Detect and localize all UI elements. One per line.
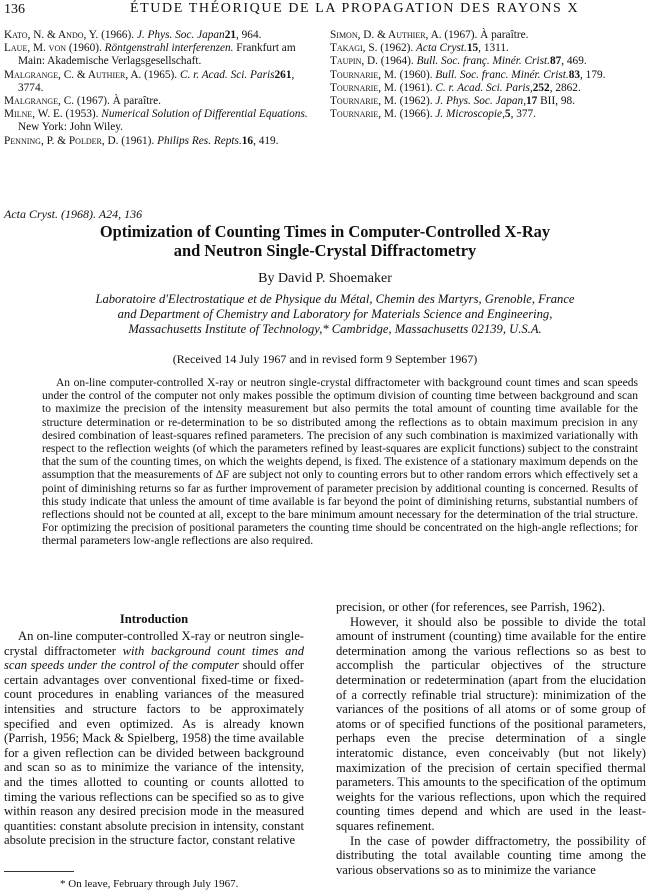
reference-vol: 252 [532,81,550,94]
reference-vol: 16 [241,134,254,147]
paragraph-however: However, it should also be possible to divide the total amount of instrument (counting) time available for the entire determination among the various reflections so as best to accomplish the particular objectives of the structure determination or redetermination (apart from the elucidation of a correctly refinable trial structure): minimization of the variances of the positions of all atoms or of some group of atoms or of specified functions of the positional parameters, perhaps even the precise determination of a single interatomic distance, even conceivably (but not likely) maximization of the precision of certain specified thermal parameters. This amounts to the specification of the optimum weights for the various reflections, upon which the required counting times depend and which are used in the least-squares refinement. [336,614,646,833]
body-column-left [4,629,304,848]
reference-rest-plain: (1966). [98,29,137,41]
reference-entry [330,29,648,42]
reference-title: C. r. Acad. Sci. Paris [179,68,275,81]
article-title-line-2: and Neutron Single-Crystal Diffractometry [173,241,477,260]
reference-rest-plain: (1966). [396,108,436,121]
reference-title: J. Phys. Soc. Japan [136,29,225,41]
journal-reference: Acta Cryst. (1968). A24, 136 [4,207,143,221]
reference-entry [4,95,320,108]
reference-entry [4,42,320,68]
reference-author: Takagi, S. [330,42,378,55]
affiliation-line-2: and Department of Chemistry and Laboratory for Materials Science and Engineering, [117,307,553,321]
reference-author: Milne, W. E. [4,108,63,121]
article-title [0,222,650,260]
reference-title: Bull. Soc. franc. Minér. Crist. [435,68,569,81]
running-title: ÉTUDE THÉORIQUE DE LA PROPAGATION DES RAYONS X [130,1,580,16]
reference-vol: 83 [568,68,581,81]
article-title-line-1: Optimization of Counting Times in Computer-Controlled X-Ray [99,222,551,241]
reference-tail: , 179. [580,68,606,81]
reference-author: Tournarie, M. [330,81,397,94]
reference-title: C. r. Acad. Sci. Paris, [435,81,533,94]
reference-title: J. Phys. Soc. Japan, [435,95,527,108]
reference-author: Kato, N. & Ando, Y. [4,29,99,41]
reference-author: Laue, M. von [4,42,67,55]
reference-tail: BII, 98. [537,95,575,108]
reference-title: Philips Res. Repts. [157,134,242,147]
reference-author: Tournarie, M. [330,108,397,121]
reference-author: Taupin, D. [330,55,378,68]
intro-text-emphasis: with background count times and scan speeds under the control of the computer [4,643,304,673]
reference-tail: New York: John Wiley. [18,121,123,134]
affiliation-line-3: Massachusetts Institute of Technology,* Cambridge, Massachusetts 02139, U.S.A. [128,322,542,336]
affiliation [20,292,650,337]
reference-vol: 87 [549,55,562,68]
reference-title: J. Microscopie, [435,108,505,121]
reference-title: Acta Cryst. [416,42,467,55]
section-heading-introduction: Introduction [119,612,189,626]
reference-entry [330,82,648,95]
reference-entry [330,55,648,68]
reference-entry [4,135,320,148]
reference-rest-plain: (1967). À paraître. [74,95,161,108]
received-dates: (Received 14 July 1967 and in revised form 9 September 1967) [172,352,478,366]
reference-vol: 17 [526,95,538,108]
reference-vol: 261 [274,68,292,81]
reference-entry [330,42,648,55]
reference-tail: , 3774. [18,68,295,94]
reference-author: Simon, D. & Authier, A. [330,29,442,41]
abstract: An on-line computer-controlled X-ray or neutron single-crystal diffractometer with background count times and scan speeds under the control of the computer not only makes possible the optimum division of counting time between background and scan to maximize the precision of the intensity measurement but also permits the total amount of counting time available for the structure determination or re-determination to be so distributed among the reflections as to obtain maximum precision in any desired combination of least-squares refined parameters. The precision of any such combination is maximized variationally with respect to the reflection weights (of which the parameters refined by least-squares are explicit functions) subject to the constraint that the sum of the counting times, on which the weights depend, is fixed. The existence of a stationary maximum depends on the assumption that the measurements of ΔF are subject not only to counting errors but to other random errors which effectively set a point of diminishing returns so far as further improvement of parameter precision by additional counting is concerned. Results of this study indicate that unless the amount of time available is far beyond the point of diminishing returns, substantial numbers of reflections should not be counted at all, except to the bare minimum amount necessary for the determination of the trial structure. For optimizing the precision of positional parameters the counting time should be concentrated on the high-angle reflections; for thermal parameters low-angle reflections are also required. [42,377,638,548]
reference-tail: , 1311. [478,42,509,55]
paragraph-continuation: precision, or other (for references, see Parrish, 1962). [336,600,605,614]
reference-author: Tournarie, M. [330,68,397,81]
reference-tail: Frankfurt am Main: Akademische Verlagsgesellschaft. [18,42,296,68]
affiliation-line-1: Laboratoire d'Electrostatique et de Physique du Métal, Chemin des Martyrs, Grenoble, France [95,292,575,306]
intro-text-start: An on-line computer-controlled X-ray or neutron single-crystal diffractometer [4,629,304,658]
reference-entry [4,108,320,134]
reference-title: Bull. Soc. franç. Minér. Crist. [416,55,550,68]
reference-rest-plain: (1962). [377,42,417,55]
reference-rest-plain: (1964). [377,55,417,68]
reference-rest-plain: (1962). [396,95,436,108]
reference-entry [4,69,320,95]
reference-rest-plain: (1961). [118,134,158,147]
reference-author: Tournarie, M. [330,95,397,108]
page-number: 136 [4,2,25,17]
reference-tail: , 469. [561,55,587,68]
footnote-rule [4,871,74,872]
reference-vol: 5 [504,108,511,121]
reference-tail: , 419. [253,134,279,147]
body-column-right [336,600,646,877]
reference-rest-plain: (1961). [396,81,436,94]
article-author: By David P. Shoemaker [258,271,392,286]
reference-author: Penning, P. & Polder, D. [4,134,119,147]
reference-author: Malgrange, C. & Authier, A. [4,68,142,81]
footnote: * On leave, February through July 1967. [60,878,239,890]
reference-vol: 15 [466,42,479,55]
reference-rest-plain: (1960). [66,42,105,55]
reference-vol: 21 [224,29,236,41]
reference-list-right [330,29,648,121]
paragraph-powder: In the case of powder diffractometry, the possibility of distributing the total available counting time among the various observations so as to minimize the variance [336,833,646,877]
reference-rest-plain: (1953). [62,108,102,121]
reference-entry [4,29,320,42]
reference-tail: , 964. [236,29,262,41]
reference-title: Numerical Solution of Differential Equations. [101,108,308,121]
reference-rest-plain: (1965). [141,68,180,81]
reference-tail: , 2862. [549,81,581,94]
reference-entry [330,108,648,121]
reference-rest-plain: (1960). [396,68,436,81]
reference-rest-plain: (1967). À paraître. [441,29,529,41]
reference-entry [330,69,648,82]
intro-text-continued: should offer certain advantages over conventional fixed-time or fixed-count procedures in enabling variances of the measured intensities and structure factors to be approximately specified and even optimized. As is already known (Parrish, 1956; Mack & Spielberg, 1958) the time available for a given reflection can be divided between background and scan so as to minimize the variance of the intensity, and the times allotted to counting or counts allotted to timing the various reflections can be specified so as to give within reason any desired precision mode in the measured quantities: constant absolute precision in intensity, constant absolute precision in the structure factor, constant relative [4,658,305,848]
reference-list-left [4,29,320,148]
reference-author: Malgrange, C. [4,95,75,108]
reference-title: Röntgenstrahl interferenzen. [104,42,234,55]
reference-tail: , 377. [510,108,536,121]
reference-entry [330,95,648,108]
